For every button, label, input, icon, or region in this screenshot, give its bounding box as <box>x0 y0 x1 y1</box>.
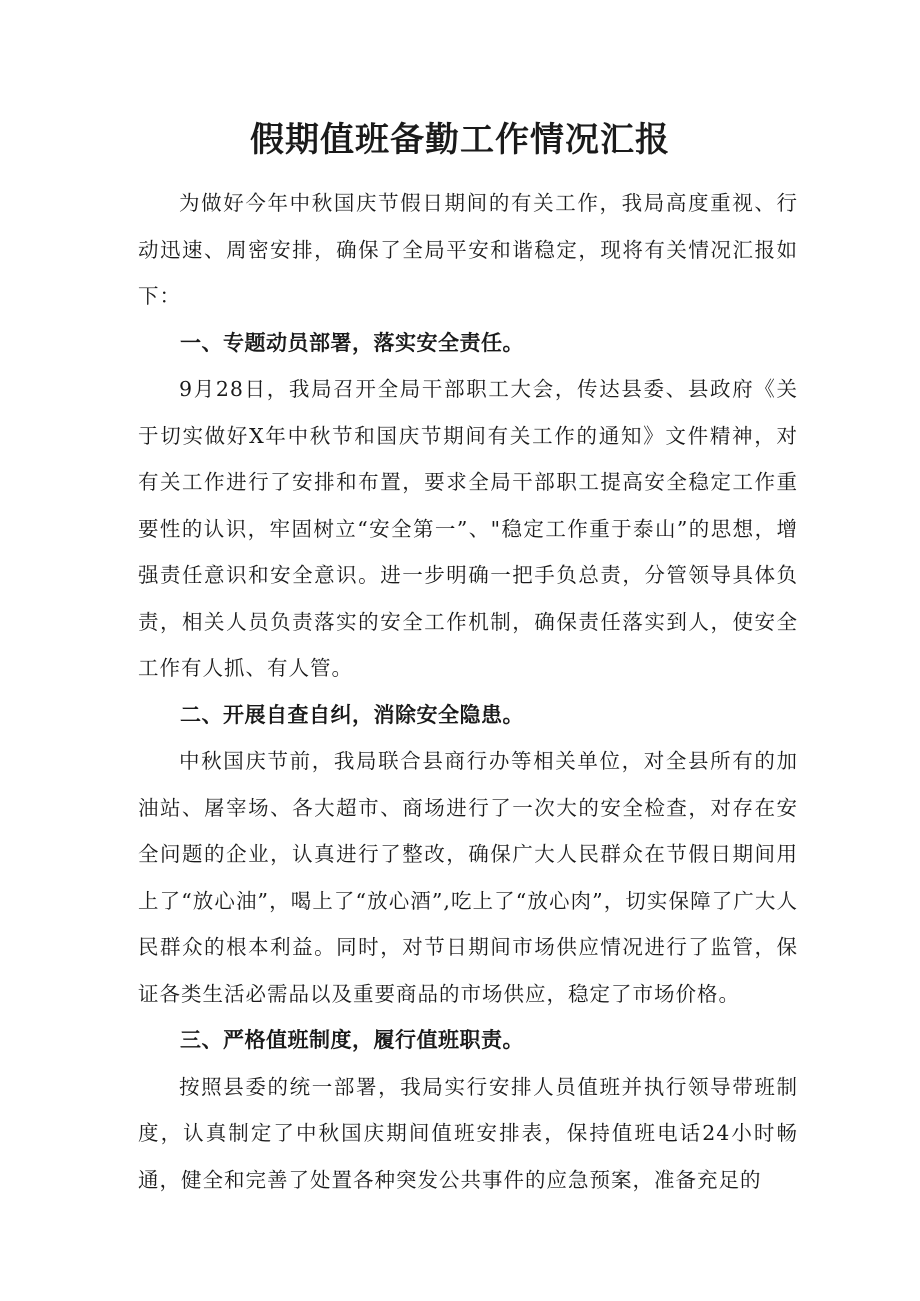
document-title: 假期值班备勤工作情况汇报 <box>250 120 670 160</box>
intro-paragraph: 为做好今年中秋国庆节假日期间的有关工作，我局高度重视、行动迅速、周密安排，确保了全局平安和谐稳定，现将有关情况汇报如下： <box>138 191 798 308</box>
section-1-heading: 一、专题动员部署，落实安全责任。 <box>180 330 524 355</box>
section-2-paragraph: 中秋国庆节前，我局联合县商行办等相关单位，对全县所有的加油站、屠宰场、各大超市、商场进行了一次大的安全检查，对存在安全问题的企业，认真进行了整改，确保广大人民群众在节假日期间用上了“放心油”，喝上了“放心酒”,吃上了“放心肉”，切实保障了广大人民群众的根本利益。同时，对节日期间市场供应情况进行了监管，保证各类生活必需品以及重要商品的市场供应，稳定了市场价格。 <box>138 749 798 1006</box>
document-body <box>138 180 798 1203</box>
section-3-heading: 三、严格值班制度，履行值班职责。 <box>180 1028 524 1052</box>
section-2-heading: 二、开展自查自纠，消除安全隐患。 <box>180 702 524 727</box>
section-1-paragraph: 9月28日，我局召开全局干部职工大会，传达县委、县政府《关于切实做好X年中秋节和国庆节期间有关工作的通知》文件精神，对有关工作进行了安排和布置，要求全局干部职工提高安全稳定工作重要性的认识，牢固树立“安全第一”、"稳定工作重于泰山”的思想，增强责任意识和安全意识。进一步明确一把手负总责，分管领导具体负责，相关人员负责落实的安全工作机制，确保责任落实到人，使安全工作有人抓、有人管。 <box>138 377 798 680</box>
section-3-paragraph: 按照县委的统一部署，我局实行安排人员值班并执行领导带班制度，认真制定了中秋国庆期间值班安排表，保持值班电话24小时畅通，健全和完善了处置各种突发公共事件的应急预案，准备充足的 <box>138 1074 798 1192</box>
